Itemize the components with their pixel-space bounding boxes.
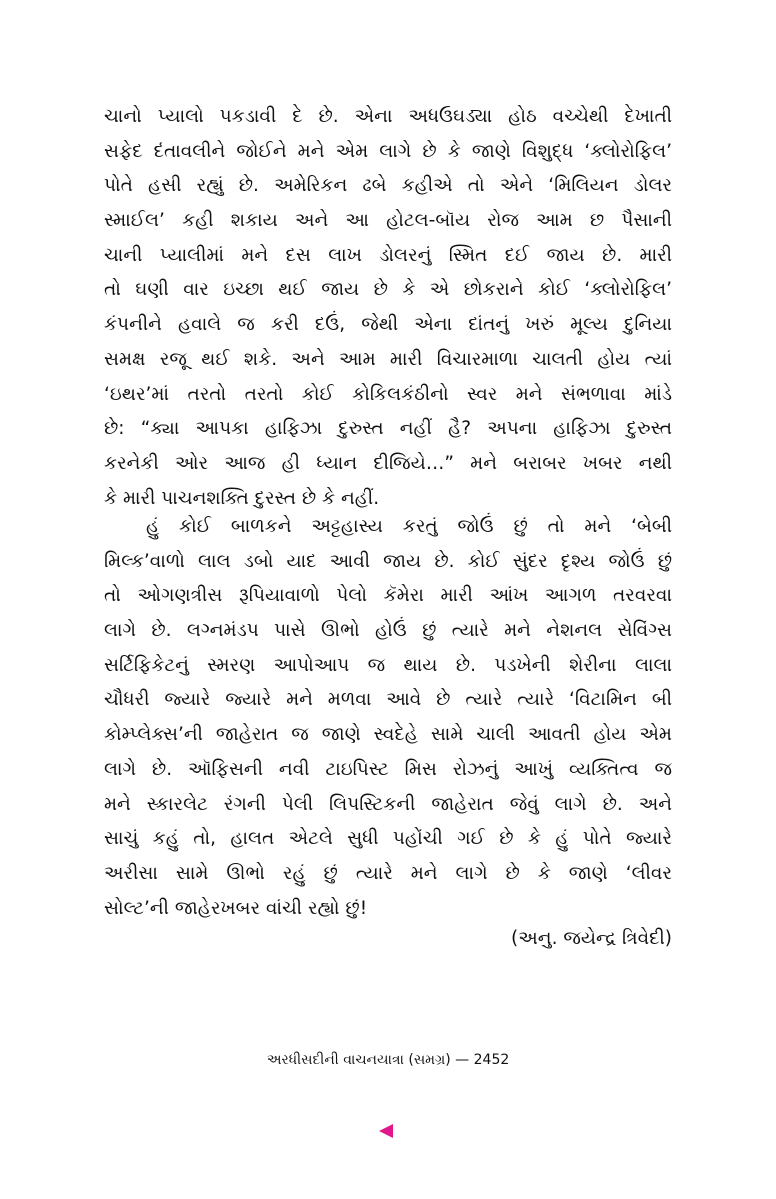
text-line: હું કોઈ બાળકને અટ્ટહાસ્ય કરતું જોઉં છું તો મને ‘બેબી xyxy=(146,516,672,537)
attribution: (અનુ. જયેન્દ્ર ત્રિવેદી) xyxy=(511,928,672,949)
text-line: સ્માઈલ’ કહી શકાય અને આ હોટલ-બૉય રોજ આમ છ પૈસાની xyxy=(104,210,672,232)
text-line: કરનેકી ઓર આજ હી ધ્યાન દીજિયે…” મને બરાબર ખબર નથી xyxy=(104,452,672,474)
text-line: ચાની પ્યાલીમાં મને દસ લાખ ડોલરનું સ્મિત દઈ જાય છે. મારી xyxy=(104,244,672,266)
text-line: લાગે છે. લગ્નમંડપ પાસે ઊભો હોઉં છું ત્યારે મને નેશનલ સેવિંગ્સ xyxy=(104,620,672,642)
text-line: સફેદ દંતાવલીને જોઈને મને એમ લાગે છે કે જાણે વિશુદ્ધ ‘ક્લોરોફિલ’ xyxy=(104,140,672,162)
text-line: અરીસા સામે ઊભો રહું છું ત્યારે મને લાગે છે કે જાણે ‘લીવર xyxy=(104,862,672,884)
text-line: સાચું કહું તો, હાલત એટલે સુધી પહોંચી ગઈ છે કે હું પોતે જ્યારે xyxy=(104,828,672,850)
text-line: તો ઘણી વાર ઇચ્છા થઈ જાય છે કે એ છોકરાને કોઈ ‘ક્લોરોફિલ’ xyxy=(104,279,672,301)
text-line: કોમ્પ્લેક્સ’ની જાહેરાત જ જાણે સ્વદેહે સામે ચાલી આવતી હોય એમ xyxy=(104,724,672,746)
text-line: પોતે હસી રહ્યું છે. અમેરિકન ઢબે કહીએ તો એને ‘મિલિયન ડોલર xyxy=(104,175,672,197)
paragraph-1 xyxy=(104,100,672,516)
text-line: તો ઓગણત્રીસ રૂપિયાવાળો પેલો કૅમેરા મારી આંખ આગળ તરવરવા xyxy=(104,585,672,607)
text-line: કે મારી પાચનશક્તિ દુરસ્ત છે કે નહીં. xyxy=(104,487,380,509)
text-line: ચાનો પ્યાલો પકડાવી દે છે. એના અધઉઘડ્યા હોઠ વચ્ચેથી દેખાતી xyxy=(104,106,672,127)
text-line: ચૌધરી જ્યારે જ્યારે મને મળવા આવે છે ત્યારે ત્યારે ‘વિટામિન બી xyxy=(104,689,672,711)
text-line: સોલ્ટ’ની જાહેરખબર વાંચી રહ્યો છું! xyxy=(104,897,368,919)
text-line: સમક્ષ રજૂ થઈ શકે. અને આમ મારી વિચારમાળા ચાલતી હોય ત્યાં xyxy=(104,348,672,370)
text-line: લાગે છે. ઑફિસની નવી ટાઇપિસ્ટ મિસ રોઝનું આખું વ્યક્તિત્વ જ xyxy=(104,758,672,780)
text-line: છે: “ક્યા આપકા હાફિઝા દુરુસ્ત નહીં હૈ? અપના હાફિઝા દુરુસ્ત xyxy=(104,418,672,440)
text-line: મિલ્ક’વાળો લાલ ડબો યાદ આવી જાય છે. કોઈ સુંદર દૃશ્ય જોઉં છું xyxy=(104,550,672,572)
text-line: કંપનીને હવાલે જ કરી દઉં, જેથી એના દાંતનું ખરું મૂલ્ય દુનિયા xyxy=(104,314,672,336)
page-footer: અરધીસદીની વાચનયાત્રા (સમગ્ર) — 2452 xyxy=(266,1052,510,1068)
text-line: મને સ્કારલેટ રંગની પેલી લિપસ્ટિકની જાહેરાત જેવું લાગે છે. અને xyxy=(104,793,672,815)
paragraph-2 xyxy=(104,510,672,926)
previous-page-arrow-icon[interactable] xyxy=(379,1124,393,1138)
text-line: ‘ઇથર’માં તરતો તરતો કોઈ કોકિલકંઠીનો સ્વર મને સંભળાવા માંડે xyxy=(104,383,672,405)
text-line: સર્ટિફિકેટનું સ્મરણ આપોઆપ જ થાય છે. પડખેની શેરીના લાલા xyxy=(104,654,672,676)
